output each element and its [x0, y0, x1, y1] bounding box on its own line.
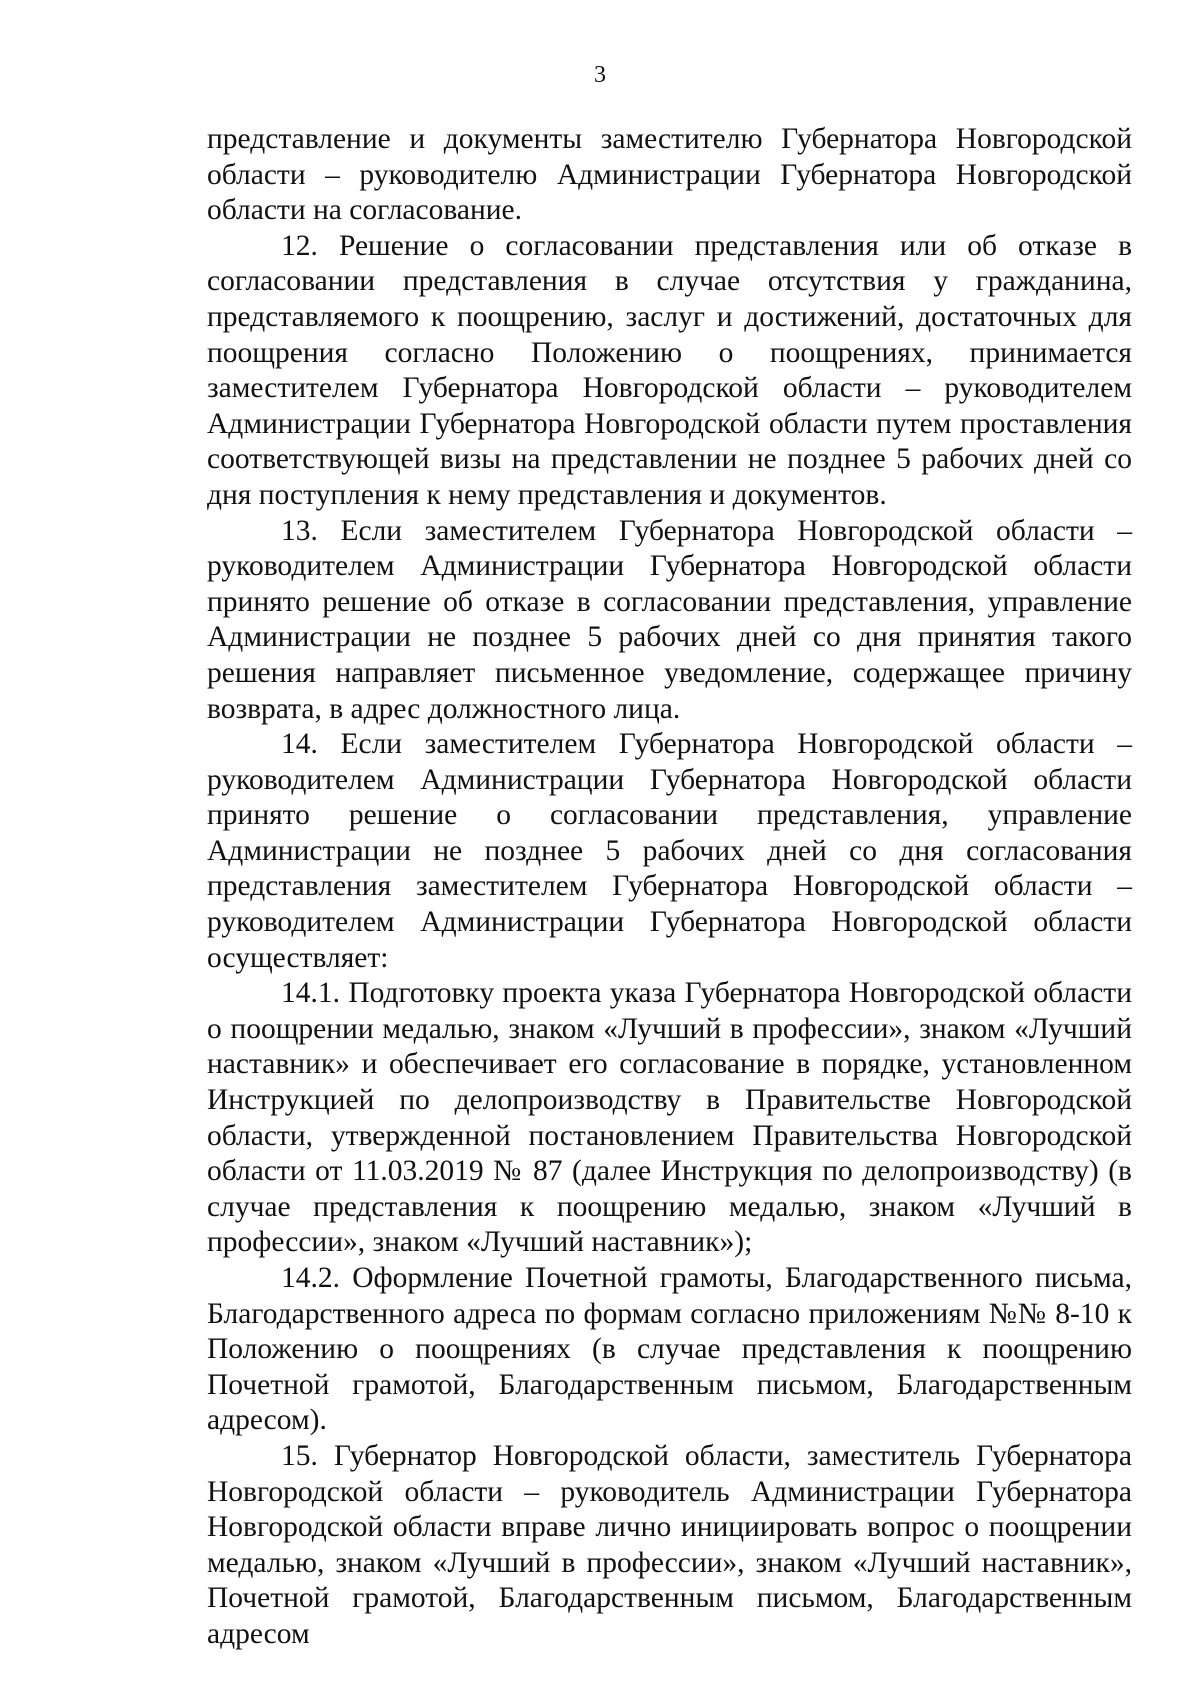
- paragraph-item-14: 14. Если заместителем Губернатора Новгородской области – руководителем Администрации Губернатора Новгородской области принято решение о согласовании представления, управление Администрации не позднее 5 рабочих дней со дня согласования представления заместителем Губернатора Новгородской области – руководителем Администрации Губернатора Новгородской области осуществляет:: [207, 728, 1132, 974]
- paragraph-item-13: 13. Если заместителем Губернатора Новгородской области – руководителем Администрации Губернатора Новгородской области принято решение об отказе в согласовании представления, управление Администрации не позднее 5 рабочих дней со дня принятия такого решения направляет письменное уведомление, содержащее причину возврата, в адрес должностного лица.: [207, 514, 1132, 725]
- paragraph-item-15: 15. Губернатор Новгородской области, заместитель Губернатора Новгородской области – руководитель Администрации Губернатора Новгородской области вправе лично инициировать вопрос о поощрении медалью, знаком «Лучший в профессии», знаком «Лучший наставник», Почетной грамотой, Благодарственным письмом, Благодарственным адресом: [207, 1439, 1132, 1650]
- document-body: [207, 122, 1132, 1653]
- paragraph-item-14-1: 14.1. Подготовку проекта указа Губернатора Новгородской области о поощрении медалью, знаком «Лучший в профессии», знаком «Лучший наставник» и обеспечивает его согласование в порядке, установленном Инструкцией по делопроизводству в Правительстве Новгородской области, утвержденной постановлением Правительства Новгородской области от 11.03.2019 № 87 (далее Инструкция по делопроизводству) (в случае представления к поощрению медалью, знаком «Лучший в профессии», знаком «Лучший наставник»);: [207, 977, 1132, 1259]
- paragraph-continuation: представление и документы заместителю Губернатора Новгородской области – руководителю Администрации Губернатора Новгородской области на согласование.: [207, 123, 1132, 227]
- paragraph-item-14-2: 14.2. Оформление Почетной грамоты, Благодарственного письма, Благодарственного адреса по формам согласно приложениям №№ 8-10 к Положению о поощрениях (в случае представления к поощрению Почетной грамотой, Благодарственным письмом, Благодарственным адресом).: [207, 1262, 1132, 1437]
- paragraph-item-12: 12. Решение о согласовании представления или об отказе в согласовании представления в случае отсутствия у гражданина, представляемого к поощрению, заслуг и достижений, достаточных для поощрения согласно Положению о поощрениях, принимается заместителем Губернатора Новгородской области – руководителем Администрации Губернатора Новгородской области путем проставления соответствующей визы на представлении не позднее 5 рабочих дней со дня поступления к нему представления и документов.: [207, 229, 1132, 511]
- page-number: 3: [594, 62, 606, 88]
